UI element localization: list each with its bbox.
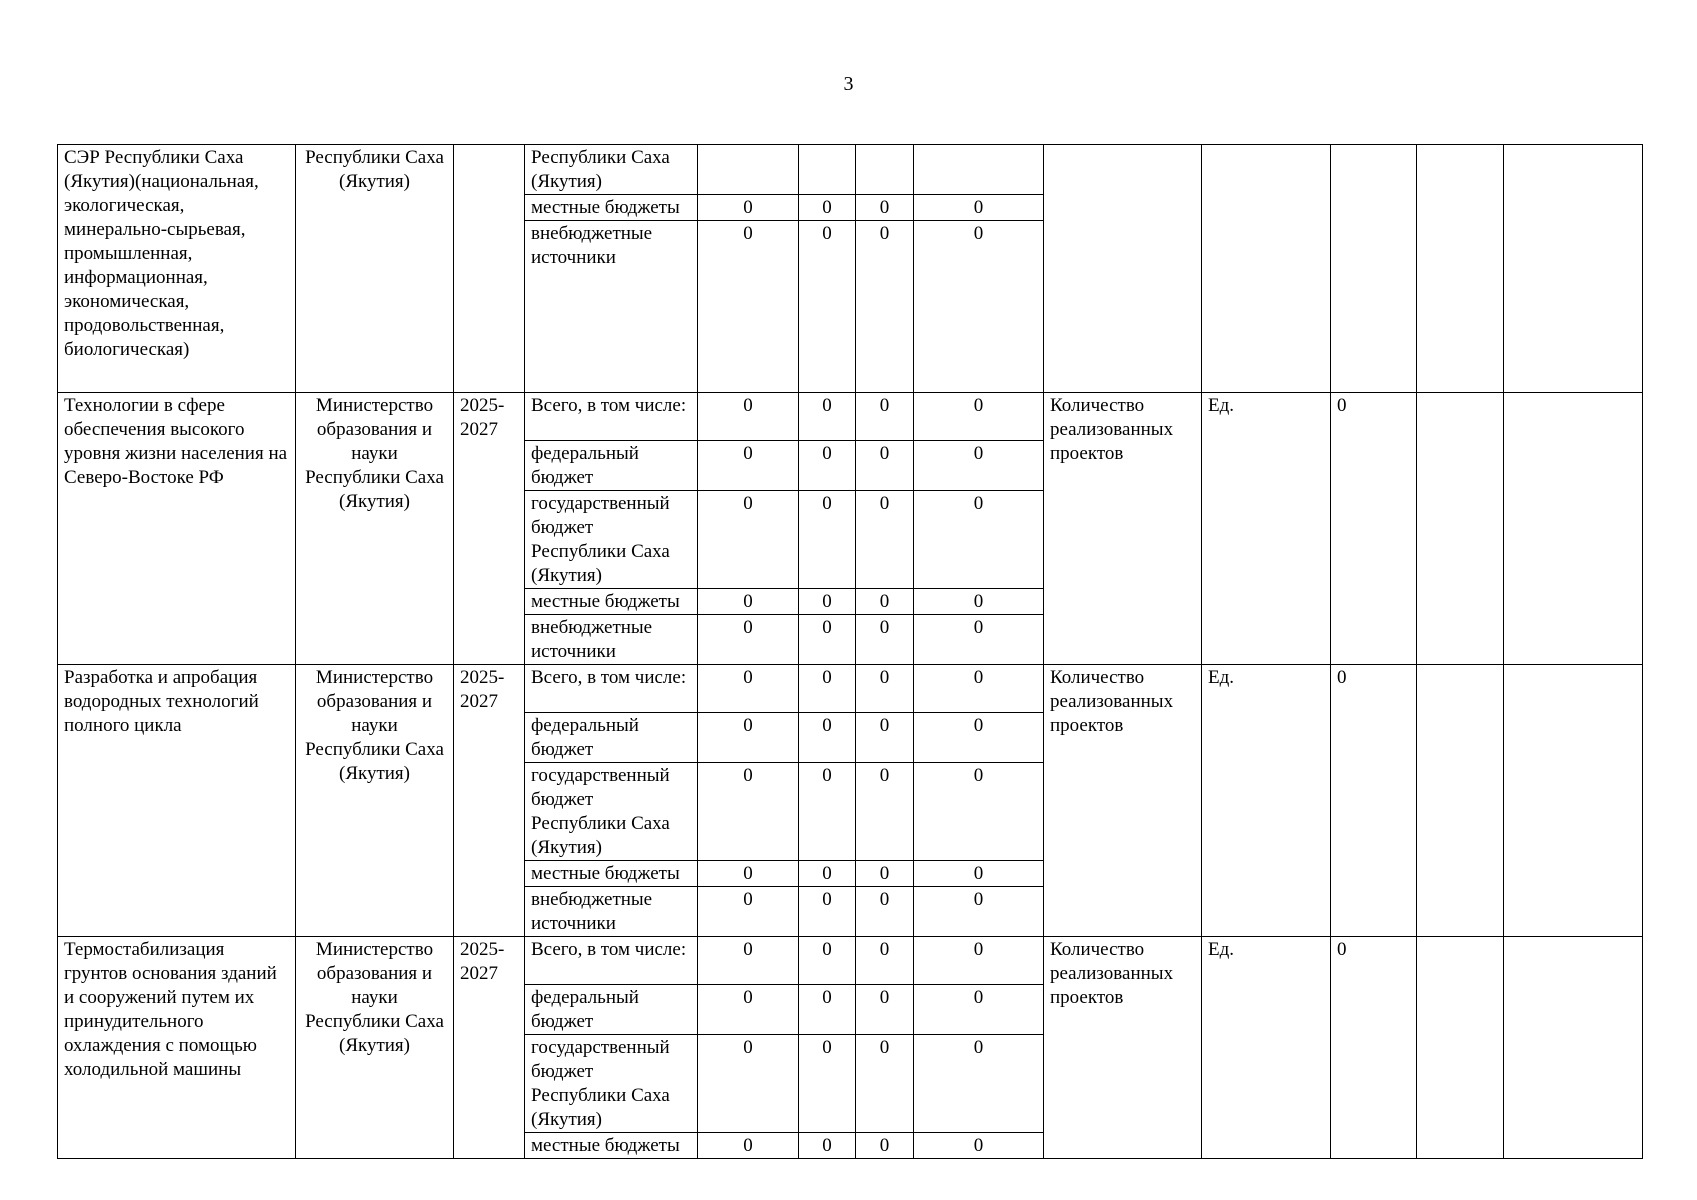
executor: Министерство образования и науки Республики Саха (Якутия) bbox=[296, 937, 454, 1159]
table-row bbox=[58, 393, 1643, 441]
value-cell: 0 bbox=[856, 937, 914, 985]
executor: Министерство образования и науки Республики Саха (Якутия) bbox=[296, 393, 454, 665]
value-cell: 0 bbox=[856, 491, 914, 589]
period: 2025-2027 bbox=[454, 393, 525, 665]
funding-source: внебюджетные источники bbox=[525, 615, 698, 665]
unit: Ед. bbox=[1202, 393, 1331, 665]
value-cell: 0 bbox=[799, 195, 856, 221]
value-cell bbox=[914, 145, 1044, 195]
event-title: Технологии в сфере обеспечения высокого уровня жизни населения на Северо-Востоке РФ bbox=[58, 393, 296, 665]
value-cell: 0 bbox=[856, 441, 914, 491]
page-number: 3 bbox=[843, 73, 854, 95]
value-cell: 0 bbox=[914, 887, 1044, 937]
empty-cell bbox=[1504, 393, 1643, 665]
value-cell: 0 bbox=[914, 491, 1044, 589]
value-cell: 0 bbox=[799, 615, 856, 665]
value-cell: 0 bbox=[914, 763, 1044, 861]
value-cell: 0 bbox=[799, 1035, 856, 1133]
value-cell: 0 bbox=[856, 887, 914, 937]
funding-source: государственный бюджет Республики Саха (Якутия) bbox=[525, 491, 698, 589]
value-cell: 0 bbox=[799, 937, 856, 985]
executor: Республики Саха (Якутия) bbox=[296, 145, 454, 393]
value-cell: 0 bbox=[914, 221, 1044, 393]
value-cell: 0 bbox=[799, 763, 856, 861]
funding-source: государственный бюджет Республики Саха (Якутия) bbox=[525, 1035, 698, 1133]
period: 2025-2027 bbox=[454, 937, 525, 1159]
value-cell: 0 bbox=[856, 861, 914, 887]
value-cell: 0 bbox=[698, 589, 799, 615]
value-cell: 0 bbox=[698, 615, 799, 665]
funding-source: внебюджетные источники bbox=[525, 221, 698, 393]
table-row bbox=[58, 937, 1643, 985]
empty-cell bbox=[1417, 937, 1504, 1159]
value-cell: 0 bbox=[856, 589, 914, 615]
unit-cell bbox=[1202, 145, 1331, 393]
funding-source: внебюджетные источники bbox=[525, 887, 698, 937]
value-cell: 0 bbox=[856, 615, 914, 665]
value-cell: 0 bbox=[799, 589, 856, 615]
event-title: Термостабилизация грунтов основания зданий и сооружений путем их принудительного охлаждения с помощью холодильной машины bbox=[58, 937, 296, 1159]
indicator-value: 0 bbox=[1331, 937, 1417, 1159]
value-cell: 0 bbox=[698, 441, 799, 491]
value-cell: 0 bbox=[799, 221, 856, 393]
funding-source: Всего, в том числе: bbox=[525, 665, 698, 713]
funding-source: местные бюджеты bbox=[525, 861, 698, 887]
value-cell: 0 bbox=[698, 713, 799, 763]
value-cell: 0 bbox=[698, 1133, 799, 1159]
event-title: СЭР Республики Саха (Якутия)(национальная, экологическая, минерально-сырьевая, промышленная, информационная, экономическая, продовольственная, биологическая) bbox=[58, 145, 296, 393]
indicator: Количество реализованных проектов bbox=[1044, 393, 1202, 665]
value-cell: 0 bbox=[698, 861, 799, 887]
value-cell: 0 bbox=[698, 491, 799, 589]
value-cell: 0 bbox=[799, 393, 856, 441]
period-cell bbox=[454, 145, 525, 393]
indicator: Количество реализованных проектов bbox=[1044, 937, 1202, 1159]
period: 2025-2027 bbox=[454, 665, 525, 937]
value-cell: 0 bbox=[914, 985, 1044, 1035]
value-cell: 0 bbox=[914, 1035, 1044, 1133]
indicator-value: 0 bbox=[1331, 665, 1417, 937]
value-cell: 0 bbox=[856, 985, 914, 1035]
value-cell: 0 bbox=[799, 665, 856, 713]
indicator-value: 0 bbox=[1331, 393, 1417, 665]
funding-source: местные бюджеты bbox=[525, 195, 698, 221]
program-table bbox=[57, 144, 1643, 1159]
value-cell: 0 bbox=[914, 713, 1044, 763]
unit: Ед. bbox=[1202, 665, 1331, 937]
empty-cell bbox=[1417, 145, 1504, 393]
value-cell: 0 bbox=[698, 985, 799, 1035]
indicator: Количество реализованных проектов bbox=[1044, 665, 1202, 937]
funding-source: Республики Саха (Якутия) bbox=[525, 145, 698, 195]
value-cell: 0 bbox=[914, 195, 1044, 221]
funding-source: Всего, в том числе: bbox=[525, 937, 698, 985]
executor: Министерство образования и науки Республики Саха (Якутия) bbox=[296, 665, 454, 937]
value-cell: 0 bbox=[698, 763, 799, 861]
indicator-cell bbox=[1044, 145, 1202, 393]
value-cell: 0 bbox=[914, 393, 1044, 441]
value-cell: 0 bbox=[799, 861, 856, 887]
funding-source: местные бюджеты bbox=[525, 1133, 698, 1159]
empty-cell bbox=[1417, 665, 1504, 937]
funding-source: государственный бюджет Республики Саха (Якутия) bbox=[525, 763, 698, 861]
value-cell: 0 bbox=[698, 195, 799, 221]
value-cell: 0 bbox=[914, 589, 1044, 615]
funding-source: местные бюджеты bbox=[525, 589, 698, 615]
empty-cell bbox=[1504, 937, 1643, 1159]
value-cell: 0 bbox=[698, 665, 799, 713]
value-cell bbox=[856, 145, 914, 195]
table-row bbox=[58, 665, 1643, 713]
value-cell: 0 bbox=[799, 887, 856, 937]
event-title: Разработка и апробация водородных технологий полного цикла bbox=[58, 665, 296, 937]
value-cell: 0 bbox=[914, 937, 1044, 985]
value-cell: 0 bbox=[856, 393, 914, 441]
value-cell: 0 bbox=[799, 713, 856, 763]
value-cell: 0 bbox=[856, 221, 914, 393]
unit: Ед. bbox=[1202, 937, 1331, 1159]
value-cell: 0 bbox=[698, 887, 799, 937]
empty-cell bbox=[1504, 145, 1643, 393]
empty-cell bbox=[1504, 665, 1643, 937]
value-cell: 0 bbox=[856, 195, 914, 221]
value-cell bbox=[698, 145, 799, 195]
value-cell: 0 bbox=[799, 1133, 856, 1159]
table-row bbox=[58, 145, 1643, 195]
value-cell: 0 bbox=[698, 1035, 799, 1133]
funding-source: федеральный бюджет bbox=[525, 713, 698, 763]
value-cell: 0 bbox=[914, 861, 1044, 887]
value-cell: 0 bbox=[914, 1133, 1044, 1159]
value-cell: 0 bbox=[856, 665, 914, 713]
value-cell: 0 bbox=[698, 937, 799, 985]
value-cell: 0 bbox=[799, 491, 856, 589]
funding-source: федеральный бюджет bbox=[525, 441, 698, 491]
value-cell: 0 bbox=[914, 665, 1044, 713]
value-cell bbox=[799, 145, 856, 195]
value-cell: 0 bbox=[914, 441, 1044, 491]
value-cell: 0 bbox=[914, 615, 1044, 665]
funding-source: Всего, в том числе: bbox=[525, 393, 698, 441]
empty-cell bbox=[1417, 393, 1504, 665]
value-cell: 0 bbox=[856, 763, 914, 861]
indicator-value-cell bbox=[1331, 145, 1417, 393]
funding-source: федеральный бюджет bbox=[525, 985, 698, 1035]
value-cell: 0 bbox=[799, 441, 856, 491]
value-cell: 0 bbox=[856, 1035, 914, 1133]
value-cell: 0 bbox=[698, 221, 799, 393]
value-cell: 0 bbox=[799, 985, 856, 1035]
value-cell: 0 bbox=[698, 393, 799, 441]
value-cell: 0 bbox=[856, 1133, 914, 1159]
value-cell: 0 bbox=[856, 713, 914, 763]
